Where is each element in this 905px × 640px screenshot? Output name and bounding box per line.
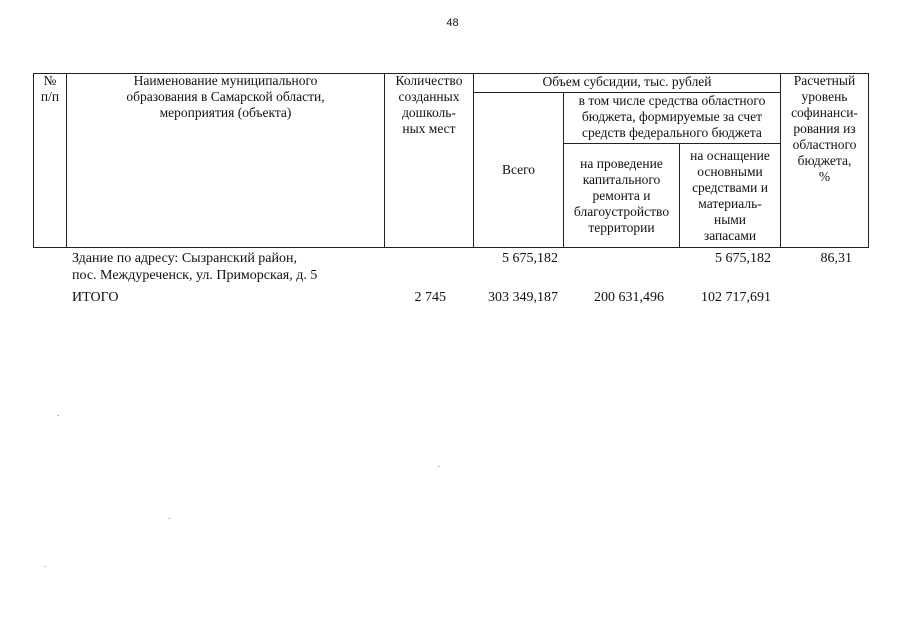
header-right-border [868,73,869,248]
row-name-line1: ИТОГО [72,290,119,305]
page-number: 48 [446,17,459,29]
row-places: 2 745 [414,290,446,305]
header-name: Наименование муниципального образования в Самарской области, мероприятия (объекта) [126,73,325,120]
header-places: Количество созданных дошколь- ных мест [395,73,463,136]
row-repair: 200 631,496 [594,290,664,305]
header-num: № п/п [40,73,60,104]
scan-speck [168,518,170,519]
header-total: Всего [501,162,536,177]
row-rate: 86,31 [820,251,852,266]
header-repair: на проведение капитального ремонта и благоустройство территории [573,155,670,235]
row-total: 5 675,182 [502,251,558,266]
scan-speck [44,566,46,567]
row-equipment: 102 717,691 [701,290,771,305]
header-rate: Расчетный уровень софинанси- рования из областного бюджета, % [791,73,858,184]
row-name-line1: Здание по адресу: Сызранский район, [72,251,298,266]
header-federal: в том числе средства областного бюджета, формируемые за счет средств федерального бюджета [578,93,766,140]
header-bottom-border [33,247,869,248]
header-subsidy: Объем субсидии, тыс. рублей [542,74,712,89]
scan-speck [57,415,59,416]
row-total: 303 349,187 [488,290,558,305]
row-name-line2: пос. Междуреченск, ул. Приморская, д. 5 [72,268,318,283]
header-equipment: на оснащение основными средствами и материаль- ными запасами [690,147,770,243]
scan-speck [438,466,440,467]
table-header [33,73,869,248]
row-equipment: 5 675,182 [715,251,771,266]
